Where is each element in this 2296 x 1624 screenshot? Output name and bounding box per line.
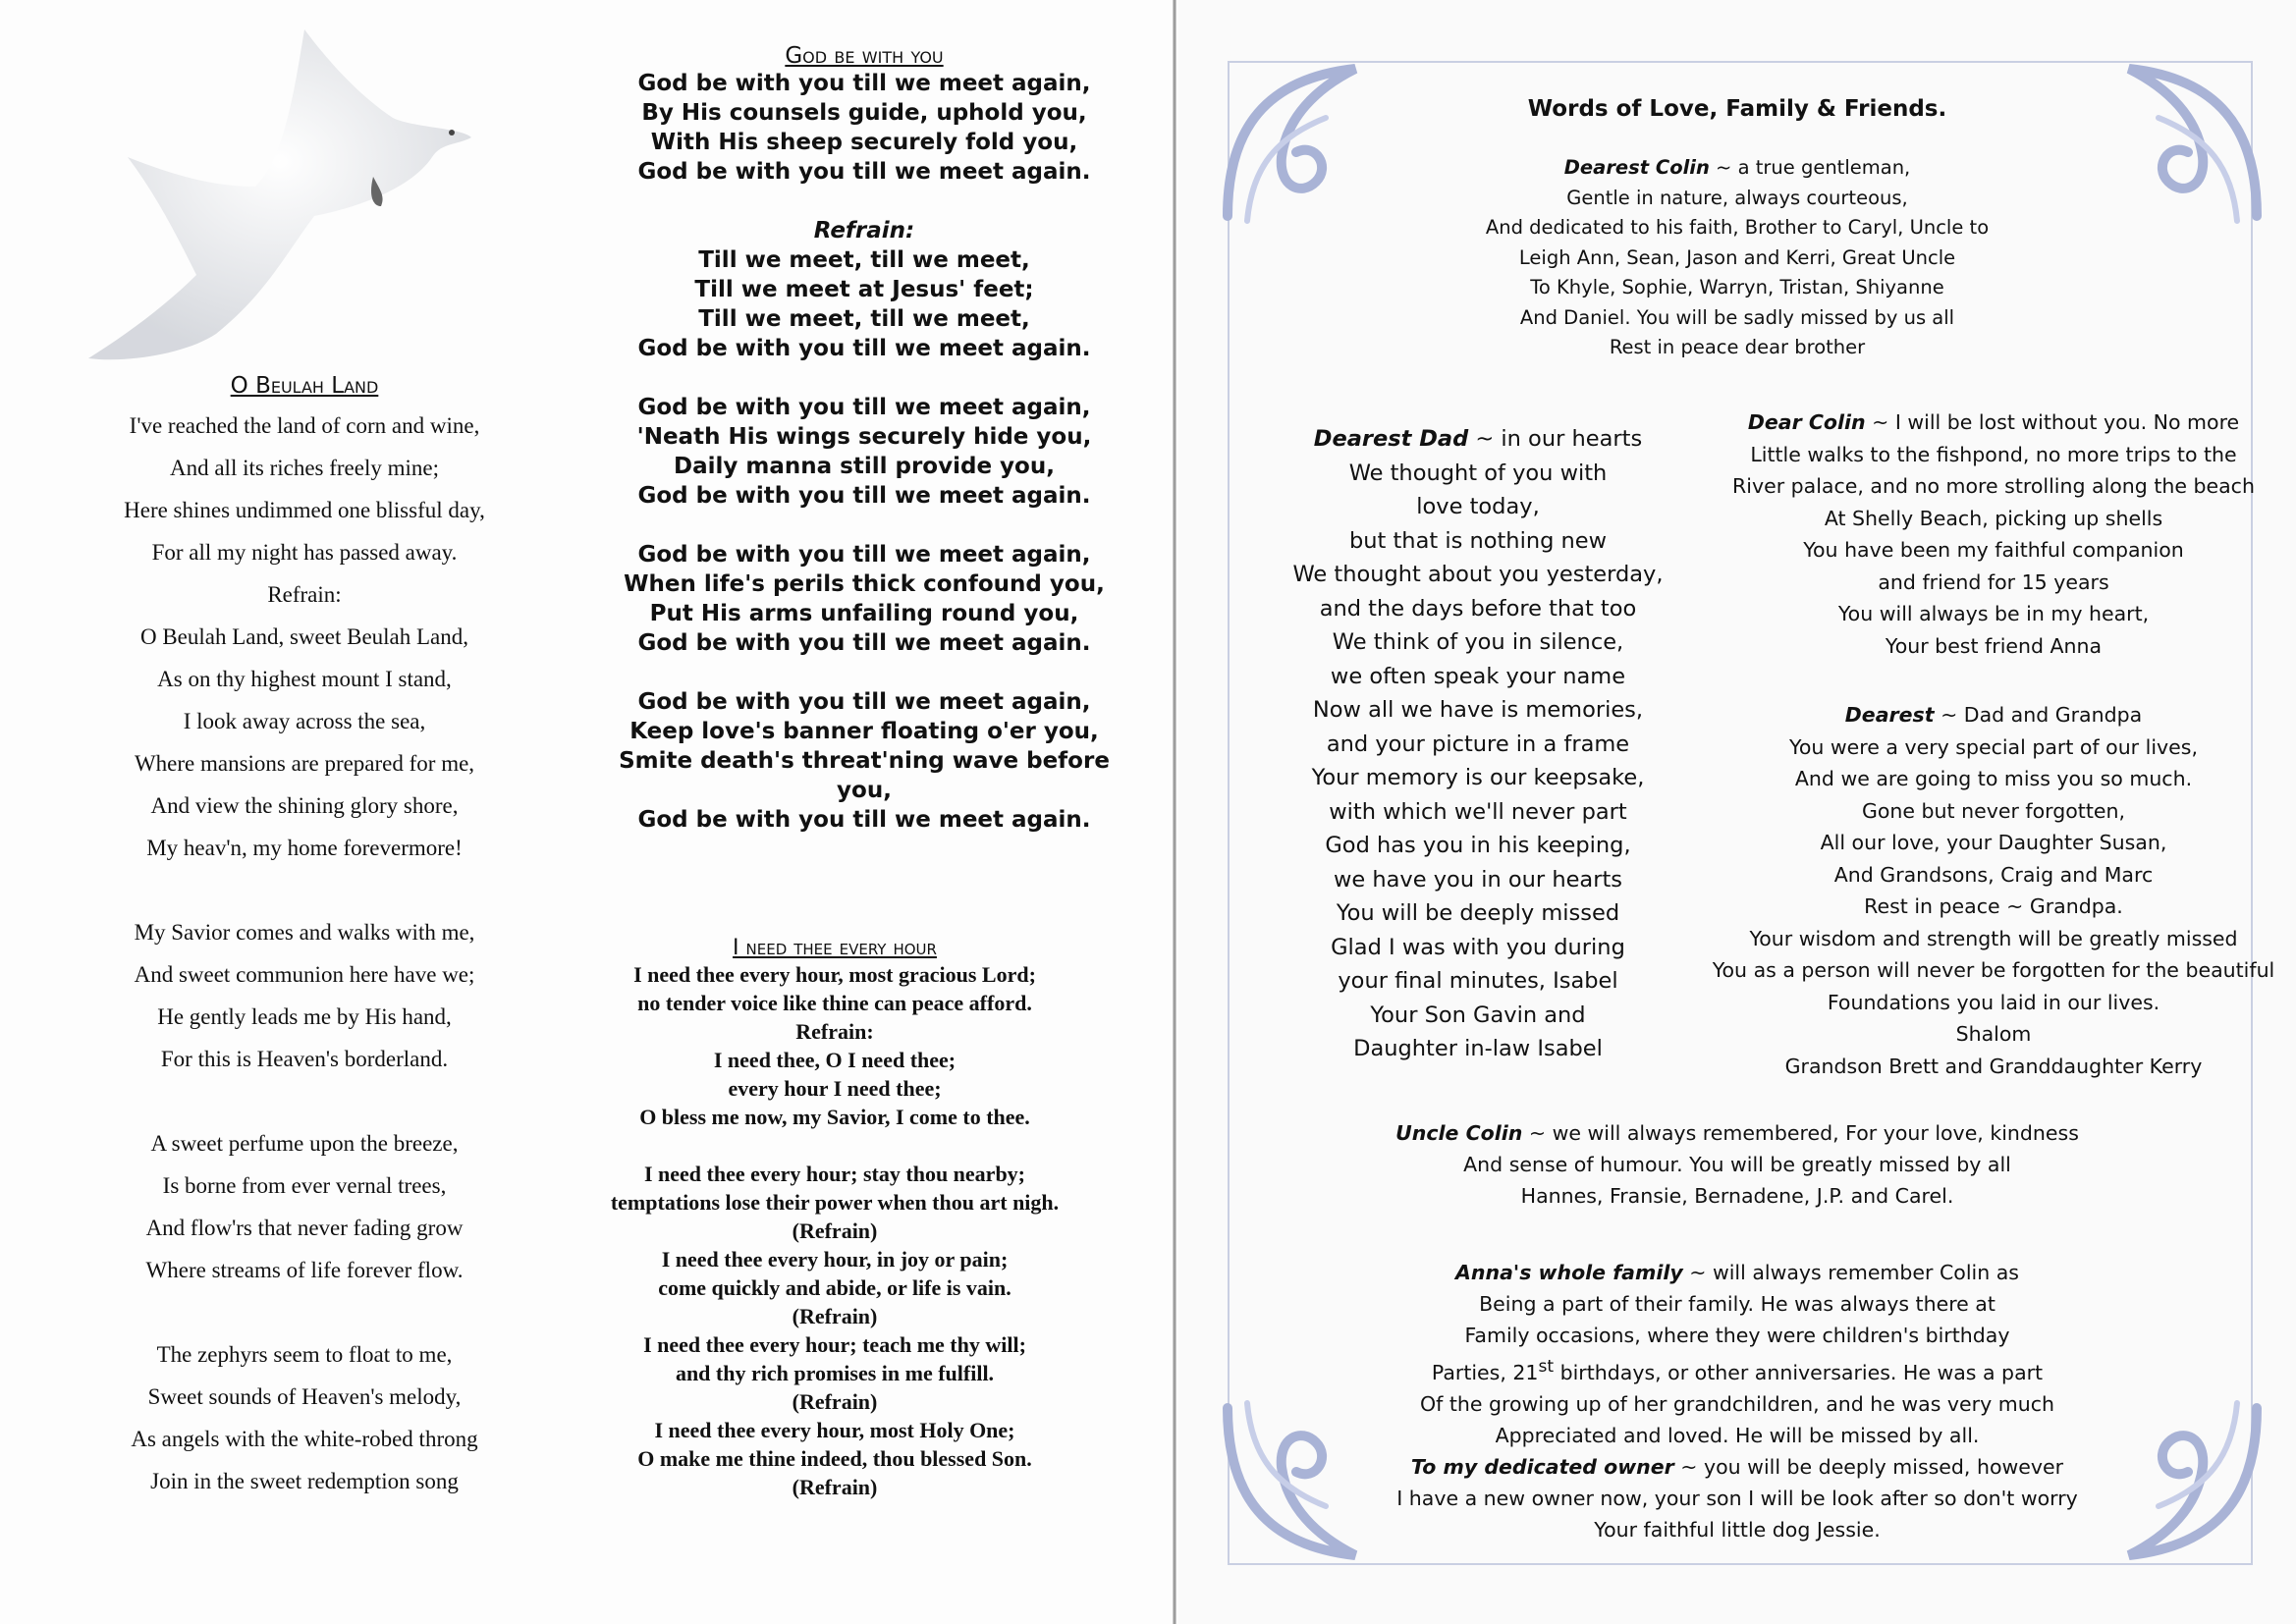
hymn-line: I need thee, O I need thee; xyxy=(713,1048,957,1072)
tribute-annas-family xyxy=(1178,1257,2296,1545)
hymn-line: Put His arms unfailing round you, xyxy=(649,601,1079,626)
tribute-lead: To my dedicated owner xyxy=(1410,1454,1674,1479)
hymn-line: I need thee every hour, in joy or pain; xyxy=(661,1247,1009,1272)
tribute-line: Your best friend Anna xyxy=(1885,633,2103,658)
hymn-line: God be with you till we meet again. xyxy=(637,336,1091,361)
god-be-with-you-title: God be with you xyxy=(785,43,944,69)
hymn-line: Here shines undimmed one blissful day, xyxy=(124,498,485,522)
tribute-line xyxy=(1223,422,1733,457)
tribute-line: Your faithful little dog Jessie. xyxy=(1594,1517,1881,1542)
tribute-line: River palace, and no more strolling along the beach xyxy=(1732,474,2255,498)
hymn-line: you, xyxy=(837,778,892,803)
stanza xyxy=(39,911,570,1080)
tribute-line xyxy=(1178,1351,2296,1388)
hymn-line: Till we meet at Jesus' feet; xyxy=(694,277,1034,302)
stanza xyxy=(39,1122,570,1291)
tribute-text: ~ a true gentleman, xyxy=(1716,156,1911,179)
tribute-line: Hannes, Fransie, Bernadene, J.P. and Carel. xyxy=(1520,1184,1954,1208)
god-be-with-you-hymn xyxy=(589,43,1139,864)
hymn-line: The zephyrs seem to float to me, xyxy=(156,1342,453,1367)
tribute-line: Gone but never forgotten, xyxy=(1862,798,2125,823)
hymn-line: Daily manna still provide you, xyxy=(674,454,1055,479)
tribute-text: ~ in our hearts xyxy=(1475,426,1643,452)
hymn-line: temptations lose their power when thou art nigh. xyxy=(610,1190,1060,1215)
tribute-line xyxy=(1178,1117,2296,1149)
tribute-line xyxy=(1178,1257,2296,1288)
tribute-text: ~ will always remember Colin as xyxy=(1689,1261,2019,1284)
tribute-line: Your Son Gavin and xyxy=(1370,1001,1586,1028)
tribute-lead: Uncle Colin xyxy=(1395,1121,1523,1145)
tribute-line: Gentle in nature, always courteous, xyxy=(1566,186,1908,209)
hymn-line: (Refrain) xyxy=(792,1304,878,1328)
hymn-line: God be with you till we meet again, xyxy=(637,542,1091,568)
tribute-line: Of the growing up of her grandchildren, and he was very much xyxy=(1420,1391,2054,1416)
hymn-line: Join in the sweet redemption song xyxy=(150,1469,459,1493)
hymn-line: (Refrain) xyxy=(792,1218,878,1243)
refrain-label: Refrain: xyxy=(813,218,915,244)
tribute-line xyxy=(1178,1451,2296,1483)
hymn-line: My heav'n, my home forevermore! xyxy=(146,836,463,860)
tribute-line: Shalom xyxy=(1955,1022,2032,1046)
hymn-line: I look away across the sea, xyxy=(183,709,426,733)
tribute-line: Glad I was with you during xyxy=(1331,934,1625,960)
stanza xyxy=(589,69,1139,187)
tribute-line: love today, xyxy=(1416,494,1540,519)
stanza xyxy=(589,216,1139,363)
hymn-line: God be with you till we meet again. xyxy=(637,807,1091,833)
hymn-line: When life's perils thick confound you, xyxy=(624,571,1105,597)
hymn-line: O bless me now, my Savior, I come to thee. xyxy=(639,1105,1030,1129)
tribute-line: Grandson Brett and Granddaughter Kerry xyxy=(1784,1054,2203,1078)
words-of-love-title: Words of Love, Family & Friends. xyxy=(1527,96,1947,122)
tribute-line: but that is nothing new xyxy=(1348,527,1608,554)
tribute-line: At Shelly Beach, picking up shells xyxy=(1824,506,2163,530)
tribute-line: and your picture in a frame xyxy=(1326,731,1630,757)
tribute-line: You have been my faithful companion xyxy=(1803,538,2184,562)
tribute-line: and the days before that too xyxy=(1319,595,1637,622)
hymn-line: And view the shining glory shore, xyxy=(150,793,459,818)
hymn-line: My Savior comes and walks with me, xyxy=(134,920,475,945)
tribute-line: We thought of you with xyxy=(1348,460,1608,486)
tribute-dearest-colin xyxy=(1178,153,2296,363)
hymn-line: Refrain: xyxy=(795,1019,874,1044)
i-need-thee-title: I need thee every hour xyxy=(733,936,937,960)
tribute-lead: Dearest xyxy=(1844,703,1935,727)
tribute-dear-colin-anna xyxy=(1679,406,2296,662)
tribute-text: birthdays, or other anniversaries. He was a part xyxy=(1554,1360,2044,1384)
tribute-line: we have you in our hearts xyxy=(1333,866,1623,893)
tribute-lead: Dearest Colin xyxy=(1563,156,1710,179)
hymn-line: Refrain: xyxy=(267,582,342,607)
hymn-line: For all my night has passed away. xyxy=(151,540,458,565)
tribute-line: And dedicated to his faith, Brother to Caryl, Uncle to xyxy=(1485,216,1990,239)
stanza xyxy=(39,405,570,869)
hymn-line: A sweet perfume upon the breeze, xyxy=(150,1131,459,1156)
stanza xyxy=(589,393,1139,511)
hymn-line: He gently leads me by His hand, xyxy=(157,1004,452,1029)
hymn-line: Sweet sounds of Heaven's melody, xyxy=(147,1384,462,1409)
hymn-line: I need thee every hour, most Holy One; xyxy=(654,1418,1015,1442)
hymn-line: By His counsels guide, uphold you, xyxy=(641,100,1087,126)
hymn-line: God be with you till we meet again, xyxy=(637,689,1091,715)
hymn-line: Keep love's banner floating o'er you, xyxy=(629,719,1099,744)
tribute-line: Rest in peace dear brother xyxy=(1609,336,1866,358)
tribute-line: I have a new owner now, your son I will be look after so don't worry xyxy=(1396,1486,2078,1510)
tribute-line: Your wisdom and strength will be greatly missed xyxy=(1749,926,2238,950)
hymn-line: And flow'rs that never fading grow xyxy=(145,1216,464,1240)
superscript-st: st xyxy=(1538,1357,1555,1377)
hymn-line: I need thee every hour; stay thou nearby; xyxy=(643,1162,1026,1186)
tribute-line xyxy=(1178,153,2296,184)
hymn-line: and thy rich promises in me fulfill. xyxy=(675,1361,995,1385)
tribute-line: Your memory is our keepsake, xyxy=(1311,765,1645,790)
tribute-line: All our love, your Daughter Susan, xyxy=(1820,831,2167,854)
hymn-line: Is borne from ever vernal trees, xyxy=(162,1173,447,1198)
tribute-line: with which we'll never part xyxy=(1329,798,1627,825)
right-page xyxy=(1178,0,2296,1624)
tribute-line: Appreciated and loved. He will be missed by all. xyxy=(1495,1423,1980,1447)
hymn-line: God be with you till we meet again, xyxy=(637,395,1091,420)
tribute-line: Foundations you laid in our lives. xyxy=(1827,990,2160,1014)
hymn-line: Smite death's threat'ning wave before xyxy=(619,748,1110,774)
hymn-line: For this is Heaven's borderland. xyxy=(160,1047,449,1071)
tribute-line: You will be deeply missed xyxy=(1336,900,1620,926)
hymn-line: every hour I need thee; xyxy=(728,1076,942,1101)
tribute-line: We thought about you yesterday, xyxy=(1292,562,1664,587)
tribute-line: Being a part of their family. He was always there at xyxy=(1479,1292,1995,1316)
tribute-line: and friend for 15 years xyxy=(1878,569,2109,594)
tribute-line: And Grandsons, Craig and Marc xyxy=(1833,862,2154,887)
i-need-thee-hymn xyxy=(550,936,1120,1501)
tribute-line: we often speak your name xyxy=(1330,663,1626,689)
tribute-line: You were a very special part of our lives, xyxy=(1789,734,2198,759)
stanza-gap xyxy=(550,1131,1120,1160)
tribute-text: ~ we will always remembered, For your love, kindness xyxy=(1528,1121,2079,1145)
tribute-line xyxy=(1679,406,2296,439)
hymn-line: Till we meet, till we meet, xyxy=(698,247,1030,273)
tribute-line: You will always be in my heart, xyxy=(1837,602,2150,625)
beulah-land-hymn xyxy=(39,373,570,1544)
tribute-line: We think of you in silence, xyxy=(1332,629,1624,655)
hymn-line: no tender voice like thine can peace afford. xyxy=(637,991,1032,1015)
hymn-line: I need thee every hour; teach me thy will; xyxy=(643,1332,1026,1357)
tribute-line: Daughter in-law Isabel xyxy=(1353,1036,1603,1061)
tribute-line: Rest in peace ~ Grandpa. xyxy=(1864,894,2123,918)
tribute-text: ~ I will be lost without you. No more xyxy=(1872,410,2240,434)
tribute-line: To Khyle, Sophie, Warryn, Tristan, Shiyanne xyxy=(1530,276,1944,298)
hymn-line: And all its riches freely mine; xyxy=(169,456,439,480)
hymn-line: God be with you till we meet again. xyxy=(637,483,1091,509)
hymn-line: As on thy highest mount I stand, xyxy=(157,667,452,691)
tribute-line: your final minutes, Isabel xyxy=(1338,968,1618,994)
hymn-line: I need thee every hour, most gracious Lord; xyxy=(633,962,1036,987)
tribute-line: You as a person will never be forgotten for the beautiful xyxy=(1712,958,2275,982)
hymn-line: Where mansions are prepared for me, xyxy=(134,751,475,776)
tribute-line xyxy=(1679,699,2296,731)
hymn-line: (Refrain) xyxy=(792,1475,878,1499)
hymn-line: I've reached the land of corn and wine, xyxy=(129,413,480,438)
tribute-line: Family occasions, where they were children's birthday xyxy=(1464,1324,2010,1347)
hymn-line: As angels with the white-robed throng xyxy=(131,1427,478,1451)
tribute-line: And Daniel. You will be sadly missed by us all xyxy=(1519,305,1955,329)
hymn-line: God be with you till we meet again. xyxy=(637,159,1091,185)
hymn-line: come quickly and abide, or life is vain. xyxy=(658,1275,1011,1300)
tribute-dearest-dad xyxy=(1223,422,1733,1066)
hymn-line: Where streams of life forever flow. xyxy=(145,1258,464,1282)
tribute-line: Now all we have is memories, xyxy=(1312,697,1644,723)
tribute-text: Parties, 21 xyxy=(1431,1360,1539,1384)
tribute-line: God has you in his keeping, xyxy=(1325,833,1631,858)
hymn-line: (Refrain) xyxy=(792,1389,878,1414)
stanza xyxy=(39,1333,570,1502)
stanza xyxy=(589,687,1139,835)
dove-icon xyxy=(69,10,491,363)
tribute-lead: Anna's whole family xyxy=(1455,1261,1683,1284)
hymn-line: God be with you till we meet again. xyxy=(637,630,1091,656)
hymn-line: O Beulah Land, sweet Beulah Land, xyxy=(139,624,469,649)
stanza xyxy=(589,540,1139,658)
hymn-line: With His sheep securely fold you, xyxy=(650,130,1078,155)
hymn-line: And sweet communion here have we; xyxy=(134,962,475,987)
beulah-land-title: O Beulah Land xyxy=(230,373,379,399)
hymn-line: Till we meet, till we meet, xyxy=(698,306,1030,332)
tribute-lead: Dear Colin xyxy=(1747,410,1866,434)
tribute-line: And sense of humour. You will be greatly missed by all xyxy=(1463,1153,2011,1176)
hymn-line: 'Neath His wings securely hide you, xyxy=(636,424,1092,450)
tribute-text: ~ you will be deeply missed, however xyxy=(1680,1454,2064,1479)
page-fold-divider xyxy=(1173,0,1176,1624)
tribute-uncle-colin xyxy=(1178,1117,2296,1212)
hymn-line: God be with you till we meet again, xyxy=(637,71,1091,96)
tribute-line: And we are going to miss you so much. xyxy=(1794,767,2193,790)
tribute-lead: Dearest Dad xyxy=(1313,426,1469,452)
tribute-dad-and-grandpa xyxy=(1679,699,2296,1082)
tribute-line: Little walks to the fishpond, no more trips to the xyxy=(1750,442,2237,466)
tribute-line: Leigh Ann, Sean, Jason and Kerri, Great Uncle xyxy=(1518,245,1956,269)
hymn-line: O make me thine indeed, thou blessed Son. xyxy=(637,1446,1032,1471)
tribute-text: ~ Dad and Grandpa xyxy=(1941,703,2143,727)
